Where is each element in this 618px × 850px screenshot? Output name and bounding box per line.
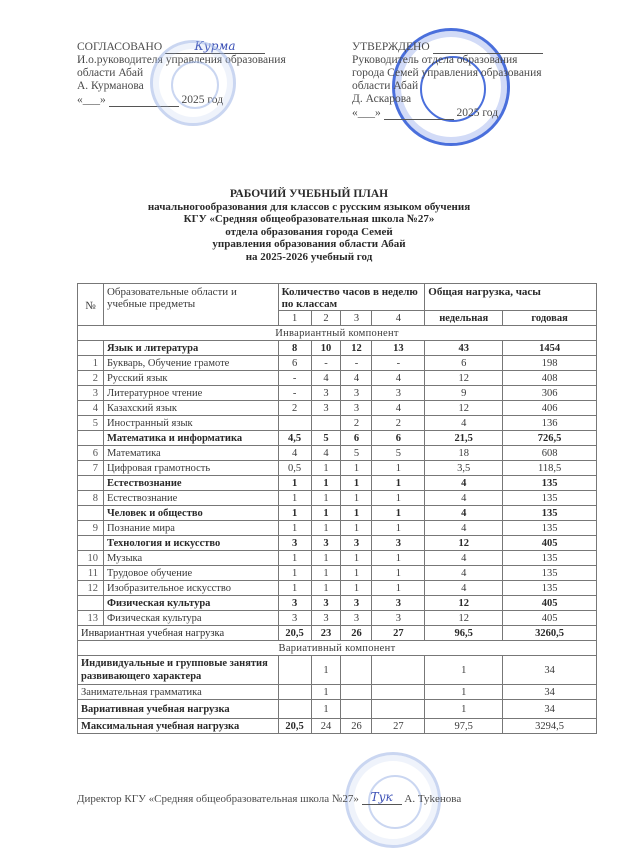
row-name: Русский язык [103,371,278,386]
invariant-total-weekly: 96,5 [425,626,503,641]
row-name: Литературное чтение [103,386,278,401]
row-class-3: 1 [341,506,372,521]
row-class-2: 1 [311,491,341,506]
row-yearly: 306 [503,386,597,401]
variative-total-c4 [372,700,425,719]
row-yearly: 726,5 [503,431,597,446]
row-num: 9 [78,521,104,536]
row-name: Технология и искусство [103,536,278,551]
area-row [78,596,597,611]
row-num [78,536,104,551]
row-class-3: 3 [341,386,372,401]
title-line3: КГУ «Средняя общеобразовательная школа №27» [183,213,435,226]
row-class-2: 10 [311,341,341,356]
row-class-1: 1 [278,551,311,566]
variative-total-row [78,700,597,719]
approval-right-signature-line [433,40,543,54]
row-weekly: 12 [425,371,503,386]
row-class-1: 1 [278,581,311,596]
row-name: Физическая культура [103,611,278,626]
header-class-2: 2 [311,311,341,326]
header-weekly: недельная [425,311,503,326]
row-class-4: 1 [372,461,425,476]
row-name: Математика и информатика [103,431,278,446]
row-weekly: 4 [425,476,503,491]
row-class-4: 6 [372,431,425,446]
variative-row-c4 [372,685,425,700]
row-class-4: 1 [372,491,425,506]
row-yearly: 135 [503,506,597,521]
row-num: 4 [78,401,104,416]
row-weekly: 12 [425,536,503,551]
row-name: Трудовое обучение [103,566,278,581]
variative-row-c1 [278,685,311,700]
row-class-4: 1 [372,581,425,596]
subject-row [78,446,597,461]
row-num: 5 [78,416,104,431]
row-weekly: 21,5 [425,431,503,446]
row-class-2: 3 [311,401,341,416]
max-total-c1: 20,5 [278,719,311,734]
approval-right [352,40,543,120]
signature-kurmanova: Курма [165,40,265,54]
row-class-2: 3 [311,596,341,611]
approval-left-year: 2025 год [181,94,224,106]
row-class-1: 0,5 [278,461,311,476]
row-name: Язык и литература [103,341,278,356]
row-weekly: 4 [425,551,503,566]
row-weekly: 9 [425,386,503,401]
row-num [78,341,104,356]
variative-row-yearly: 34 [503,656,597,685]
row-weekly: 4 [425,566,503,581]
row-yearly: 135 [503,491,597,506]
row-weekly: 4 [425,416,503,431]
header-yearly: годовая [503,311,597,326]
subject-row [78,491,597,506]
approval-left-position: И.о.руководителя управления образования [77,54,286,66]
row-num [78,596,104,611]
approval-left-name: А. Курманова [77,80,144,92]
row-name: Физическая культура [103,596,278,611]
subject-row [78,356,597,371]
row-num: 13 [78,611,104,626]
variative-row-yearly: 34 [503,685,597,700]
row-class-1: 1 [278,491,311,506]
subject-row [78,611,597,626]
row-class-2: 4 [311,371,341,386]
approval-left-date-quote: «___» [77,94,109,106]
title-line5: управления образования области Абай [212,238,406,251]
subject-row [78,401,597,416]
invariant-total-yearly: 3260,5 [503,626,597,641]
variative-row-weekly: 1 [425,656,503,685]
row-yearly: 135 [503,581,597,596]
row-class-1: 6 [278,356,311,371]
footer-text: Директор КГУ «Средняя общеобразовательная школа №27» [77,793,359,805]
variative-row-c2: 1 [311,656,341,685]
title-line6: на 2025-2026 учебный год [245,250,373,263]
subject-row [78,566,597,581]
header-row-1 [78,284,597,311]
row-weekly: 18 [425,446,503,461]
row-class-4: 5 [372,446,425,461]
row-name: Человек и общество [103,506,278,521]
header-subject: Образовательные области и учебные предметы [103,284,278,326]
row-class-2: 4 [311,446,341,461]
row-yearly: 405 [503,536,597,551]
row-num: 8 [78,491,104,506]
row-num [78,506,104,521]
row-class-4: 3 [372,611,425,626]
subject-row [78,461,597,476]
row-class-3: 3 [341,401,372,416]
row-class-4: 3 [372,386,425,401]
max-total-c3: 26 [341,719,372,734]
row-class-4: 3 [372,596,425,611]
row-class-2: 1 [311,566,341,581]
row-class-3: 1 [341,491,372,506]
row-class-2: 1 [311,476,341,491]
header-class-3: 3 [341,311,372,326]
area-row [78,341,597,356]
row-class-4: 13 [372,341,425,356]
row-class-1: 1 [278,566,311,581]
section-invariant-label: Инвариантный компонент [78,326,597,341]
row-class-2: 1 [311,521,341,536]
variative-total-label: Вариативная учебная нагрузка [78,700,279,719]
header-total-load: Общая нагрузка, часы [425,284,597,311]
row-name: Естествознание [103,491,278,506]
signature-director: Тук [362,790,402,805]
row-name: Изобразительное искусство [103,581,278,596]
document-title [0,188,618,264]
row-class-3: - [341,356,372,371]
row-name: Казахский язык [103,401,278,416]
row-weekly: 12 [425,611,503,626]
row-class-3: 3 [341,536,372,551]
header-class-4: 4 [372,311,425,326]
row-class-3: 3 [341,596,372,611]
invariant-total-label: Инвариантная учебная нагрузка [78,626,279,641]
row-yearly: 408 [503,371,597,386]
variative-row [78,685,597,700]
area-row [78,431,597,446]
row-class-3: 3 [341,611,372,626]
variative-row [78,656,597,685]
row-weekly: 43 [425,341,503,356]
variative-total-c3 [341,700,372,719]
row-yearly: 135 [503,566,597,581]
row-class-3: 1 [341,566,372,581]
row-weekly: 12 [425,401,503,416]
variative-row-c4 [372,656,425,685]
row-class-4: 1 [372,566,425,581]
row-yearly: 135 [503,521,597,536]
section-variative [78,641,597,656]
row-class-2: 3 [311,386,341,401]
row-num: 7 [78,461,104,476]
invariant-total-c2: 23 [311,626,341,641]
section-variative-label: Вариативный компонент [78,641,597,656]
row-class-4: 1 [372,551,425,566]
row-name: Цифровая грамотность [103,461,278,476]
row-num: 3 [78,386,104,401]
row-weekly: 4 [425,581,503,596]
row-class-1 [278,416,311,431]
row-class-1: - [278,386,311,401]
row-class-2: 1 [311,551,341,566]
approval-right-city: города Семей управления образования [352,67,542,79]
row-class-4: - [372,356,425,371]
row-class-1: 1 [278,521,311,536]
invariant-total-c1: 20,5 [278,626,311,641]
row-class-1: - [278,371,311,386]
row-class-1: 4 [278,446,311,461]
subject-row [78,521,597,536]
footer-name: А. Туkенова [404,793,462,805]
subject-row [78,416,597,431]
row-class-2: 1 [311,461,341,476]
row-class-3: 4 [341,371,372,386]
header-class-1: 1 [278,311,311,326]
row-name: Естествознание [103,476,278,491]
row-yearly: 135 [503,551,597,566]
variative-total-yearly: 34 [503,700,597,719]
curriculum-table [77,283,597,734]
row-class-1: 8 [278,341,311,356]
row-class-1: 3 [278,611,311,626]
stamp-left-icon [150,40,236,126]
variative-row-weekly: 1 [425,685,503,700]
invariant-total-c3: 26 [341,626,372,641]
max-total-c2: 24 [311,719,341,734]
row-class-1: 3 [278,536,311,551]
variative-row-c3 [341,685,372,700]
variative-total-c2: 1 [311,700,341,719]
approval-left-heading: СОГЛАСОВАНО [77,41,163,53]
row-weekly: 12 [425,596,503,611]
approval-right-year: 2025 год [456,107,499,119]
variative-total-weekly: 1 [425,700,503,719]
row-name: Музыка [103,551,278,566]
row-yearly: 135 [503,476,597,491]
row-class-1: 4,5 [278,431,311,446]
row-class-3: 12 [341,341,372,356]
row-class-3: 1 [341,476,372,491]
row-yearly: 118,5 [503,461,597,476]
invariant-total-c4: 27 [372,626,425,641]
subject-row [78,581,597,596]
row-class-3: 1 [341,581,372,596]
approval-right-region: области Абай [352,80,419,92]
row-num: 1 [78,356,104,371]
variative-total-c1 [278,700,311,719]
row-class-1: 1 [278,506,311,521]
row-class-3: 5 [341,446,372,461]
row-class-4: 1 [372,476,425,491]
row-class-2: - [311,356,341,371]
variative-row-name: Индивидуальные и групповые занятия развивающего характера [78,656,279,685]
max-total-label: Максимальная учебная нагрузка [78,719,279,734]
row-class-4: 1 [372,521,425,536]
row-num: 6 [78,446,104,461]
header-num: № [78,284,104,326]
row-num: 11 [78,566,104,581]
row-class-3: 1 [341,461,372,476]
footer-signature [77,790,461,805]
subject-row [78,386,597,401]
row-yearly: 608 [503,446,597,461]
section-invariant [78,326,597,341]
approval-right-date-blank [384,106,454,120]
variative-row-c3 [341,656,372,685]
approval-right-position: Руководитель отдела образования [352,54,518,66]
row-class-2 [311,416,341,431]
header-hours-by-class: Количество часов в неделю по классам [278,284,425,311]
area-row [78,506,597,521]
max-total-yearly: 3294,5 [503,719,597,734]
variative-row-name: Занимательная грамматика [78,685,279,700]
row-name: Математика [103,446,278,461]
row-class-4: 2 [372,416,425,431]
row-yearly: 405 [503,596,597,611]
row-class-3: 1 [341,551,372,566]
subject-row [78,551,597,566]
row-class-3: 1 [341,521,372,536]
max-total-weekly: 97,5 [425,719,503,734]
row-class-2: 3 [311,611,341,626]
row-yearly: 406 [503,401,597,416]
invariant-rows [78,341,597,626]
title-line4: отдела образования города Семей [225,225,393,238]
area-row [78,536,597,551]
max-total-c4: 27 [372,719,425,734]
title-line2: начальногообразования для классов с русским языком обучения [147,200,471,213]
row-class-3: 6 [341,431,372,446]
row-num [78,431,104,446]
max-total-row [78,719,597,734]
row-class-2: 1 [311,581,341,596]
area-row [78,476,597,491]
title-main: РАБОЧИЙ УЧЕБНЫЙ ПЛАН [229,188,389,200]
approval-left-region: области Абай [77,67,144,79]
row-name: Иностранный язык [103,416,278,431]
row-class-1: 3 [278,596,311,611]
approval-right-date-quote: «___» [352,107,384,119]
row-class-3: 2 [341,416,372,431]
row-class-4: 4 [372,371,425,386]
row-yearly: 405 [503,611,597,626]
approval-right-heading: УТВЕРЖДЕНО [352,41,430,53]
row-weekly: 4 [425,491,503,506]
row-yearly: 198 [503,356,597,371]
variative-row-c2: 1 [311,685,341,700]
row-weekly: 6 [425,356,503,371]
row-class-2: 5 [311,431,341,446]
approval-right-name: Д. Аскарова [352,93,412,105]
row-class-1: 1 [278,476,311,491]
row-class-2: 3 [311,536,341,551]
row-class-4: 3 [372,536,425,551]
row-weekly: 4 [425,521,503,536]
row-yearly: 1454 [503,341,597,356]
row-weekly: 4 [425,506,503,521]
row-num: 12 [78,581,104,596]
row-class-4: 4 [372,401,425,416]
subject-row [78,371,597,386]
row-name: Букварь, Обучение грамоте [103,356,278,371]
variative-row-c1 [278,656,311,685]
row-weekly: 3,5 [425,461,503,476]
row-class-2: 1 [311,506,341,521]
row-class-4: 1 [372,506,425,521]
row-name: Познание мира [103,521,278,536]
row-class-1: 2 [278,401,311,416]
invariant-total-row [78,626,597,641]
row-num: 10 [78,551,104,566]
row-num [78,476,104,491]
row-yearly: 136 [503,416,597,431]
row-num: 2 [78,371,104,386]
